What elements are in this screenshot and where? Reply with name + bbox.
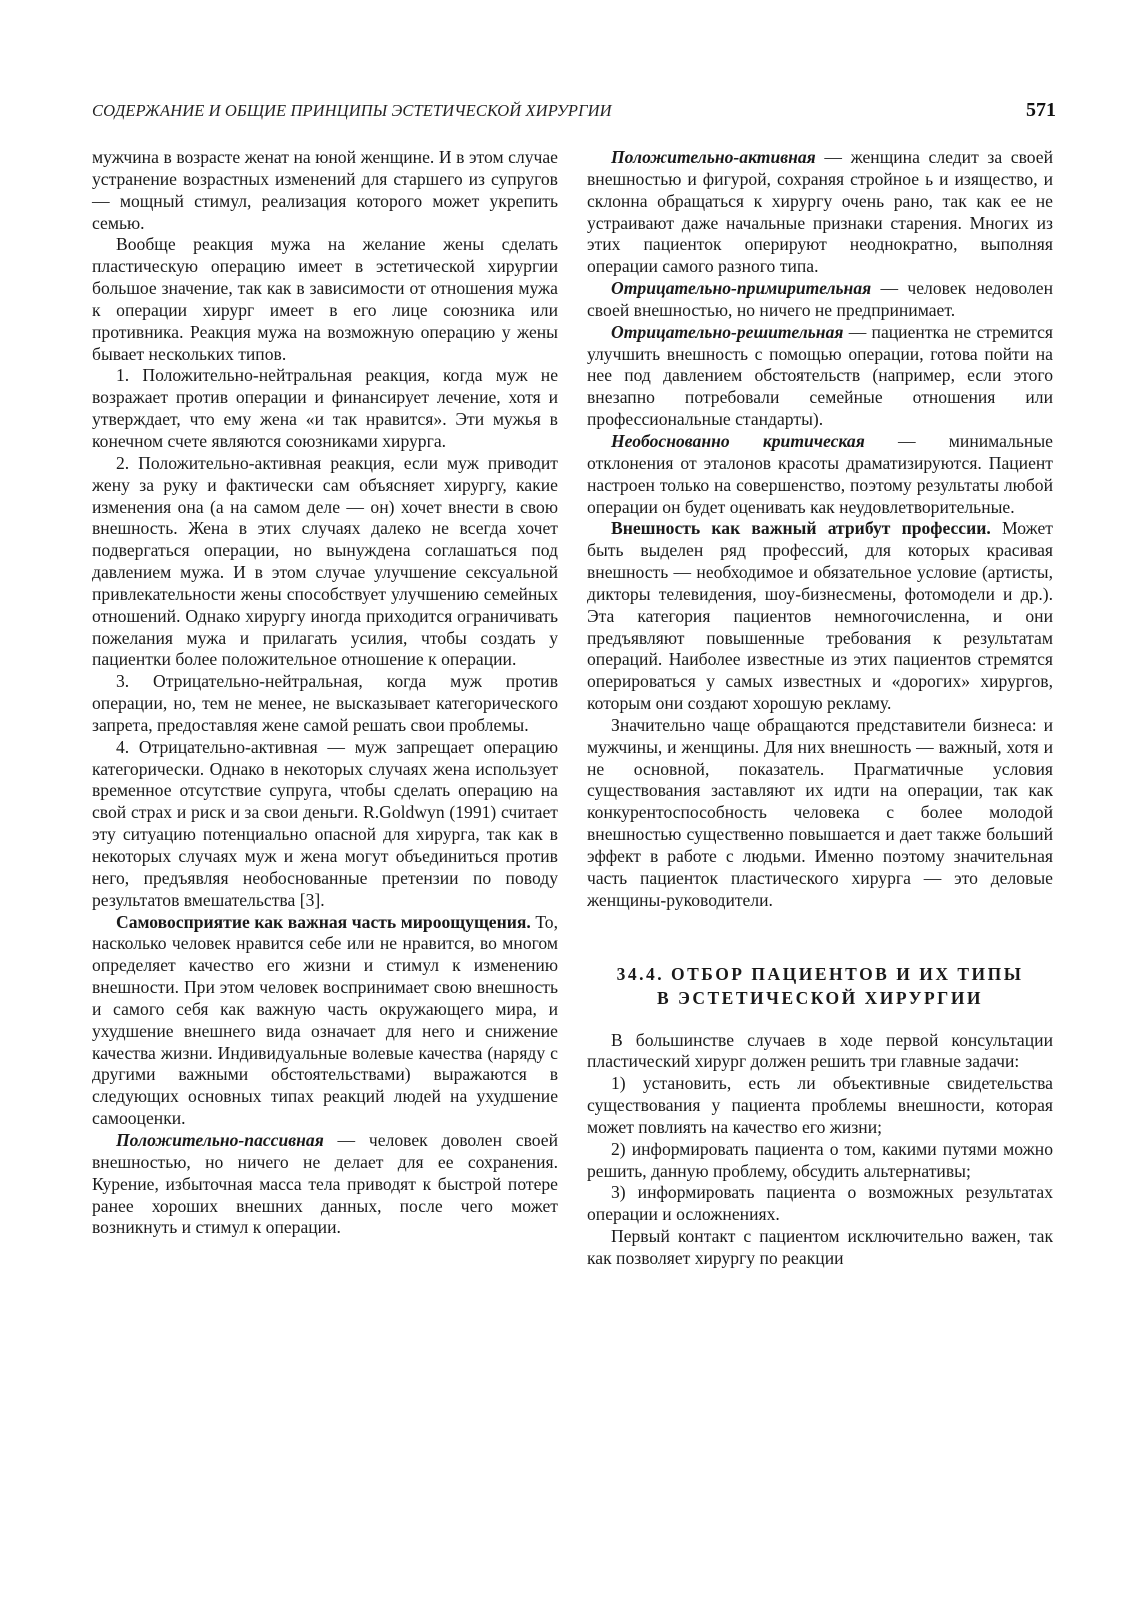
section-heading-line: В ЭСТЕТИЧЕСКОЙ ХИРУРГИИ: [656, 987, 984, 1008]
paragraph: [587, 278, 1053, 322]
paragraph: [587, 147, 1053, 278]
paragraph-text: — человек доволен своей внешностью, но ничего не делает для ее сохранения. Курение, избыточная масса тела приводят к быстрой потере ранее хороших внешних данных, после чего может возникнуть и стимул к операции.: [92, 1129, 558, 1238]
paragraph-lead: Самовосприятие как важная часть мироощущения.: [116, 911, 531, 932]
list-item: 2) информировать пациента о том, какими путями можно решить, данную проблему, обсудить альтернативы;: [587, 1138, 1053, 1181]
paragraph: Первый контакт с пациентом исключительно важен, так как позволяет хирургу по реакции: [587, 1226, 1053, 1268]
paragraph-text: — минимальные отклонения от эталонов красоты драматизируются. Пациент настроен только на совершенство, поэтому результаты любой операции он будет оценивать как неудовлетворительные.: [587, 430, 1053, 517]
paragraph: [587, 431, 1053, 518]
paragraph-text: — пациентка не стремится улучшить внешность с помощью операции, готова пойти на нее под давлением обстоятельств (например, если этого внезапно потребовали семейные отношения или профессиональные стандарты).: [587, 321, 1053, 430]
paragraph-lead: Необоснованно критическая: [611, 430, 865, 451]
paragraph: 2. Положительно-активная реакция, если муж приводит жену за руку и фактически сам объясняет хирургу, какие изменения она (а на самом деле — он) хочет внести в свою внешность. Жена в этих случаях далеко не всегда хочет подвергаться операции, но вынуждена соглашаться под давлением мужа. И в этом случае улучшение сексуальной привлекательности жены способствует улучшению семейных отношений. Однако хирургу иногда приходится ограничивать пожелания мужа и прилагать усилия, чтобы создать у пациентки более положительное отношение к операции.: [92, 452, 558, 670]
section-heading: [587, 962, 1053, 1010]
paragraph: 4. Отрицательно-активная — муж запрещает операцию категорически. Однако в некоторых случаях жена использует временное отсутствие супруга, чтобы сделать операцию на свой страх и риск и за свои деньги. R.Goldwyn (1991) считает эту ситуацию потенциально опасной для хирурга, так как в некоторых случаях муж и жена могут объединиться против него, предъявляя необоснованные претензии по поводу результатов вмешательства [3].: [92, 736, 558, 910]
paragraph-lead: Положительно-активная: [611, 147, 816, 167]
paragraph: мужчина в возрасте женат на юной женщине. И в этом случае устранение возрастных изменений для старшего из супругов — мощный стимул, реализация которого может укрепить семью.: [92, 147, 558, 233]
left-column: [92, 147, 558, 1239]
list-item: 3) информировать пациента о возможных результатах операции и осложнениях.: [587, 1182, 1053, 1225]
paragraph-lead: Внешность как важный атрибут профессии.: [611, 518, 991, 539]
paragraph-lead: Отрицательно-решительная: [611, 321, 844, 342]
section-heading-line: 34.4. ОТБОР ПАЦИЕНТОВ И ИХ ТИПЫ: [616, 963, 1024, 984]
paragraph: 3. Отрицательно-нейтральная, когда муж против операции, но, тем не менее, не высказывает категорического запрета, предоставляя жене самой решать свои проблемы.: [92, 671, 558, 735]
paragraph: Вообще реакция мужа на желание жены сделать пластическую операцию имеет в эстетической хирургии большое значение, так как в зависимости от отношения мужа к операции хирург имеет в его лице союзника или противника. Реакция мужа на возможную операцию у жены бывает нескольких типов.: [92, 234, 558, 364]
paragraph: [587, 518, 1053, 715]
paragraph-lead: Отрицательно-примирительная: [611, 278, 872, 299]
paragraph: [587, 322, 1053, 431]
paragraph-text: — женщина следит за своей внешностью и фигурой, сохраняя стройное ь и изящество, и склонна обращаться к хирургу очень рано, так как ее не устраивают даже начальные признаки старения. Многих из этих пациенток оперируют неоднократно, выполняя операции самого разного типа.: [587, 147, 1053, 277]
running-title: СОДЕРЖАНИЕ И ОБЩИЕ ПРИНЦИПЫ ЭСТЕТИЧЕСКОЙ ХИРУРГИИ: [92, 101, 612, 120]
right-column: [587, 147, 1053, 1270]
paragraph-text: То, насколько человек нравится себе или не нравится, во многом определяет качество его жизни и стимул к изменению внешности. При этом человек воспринимает свою внешность и самого себя как важную часть окружающего мира, и ухудшение внешнего вида означает для него и снижение качества жизни. Индивидуальные волевые качества (наряду с другими важными обстоятельствами) выражаются в следующих основных типах реакций людей на ухудшение самооценки.: [92, 911, 558, 1129]
paragraph: [92, 1130, 558, 1239]
paragraph: [92, 912, 558, 1130]
paragraph-lead: Положительно-пассивная: [116, 1129, 324, 1150]
page-number: 571: [1026, 99, 1056, 121]
list-item: 1) установить, есть ли объективные свидетельства существования у пациента проблемы внешности, которая может повлиять на качество его жизни;: [587, 1073, 1053, 1137]
paragraph-text: — человек недоволен своей внешностью, но ничего не предпринимает.: [587, 278, 1053, 320]
paragraph: 1. Положительно-нейтральная реакция, когда муж не возражает против операции и финансирует лечение, хотя и утверждает, что ему жена «и так нравится». Эти мужья в конечном счете являются союзниками хирурга.: [92, 365, 558, 451]
running-head: [92, 101, 1056, 129]
paragraph-text: Может быть выделен ряд профессий, для которых красивая внешность — необходимое и обязательное условие (артисты, дикторы телевидения, шоу-бизнесмены, фотомодели и др.). Эта категория пациентов немногочисленна, и они предъявляют повышенные требования к результатам операций. Наиболее известные из этих пациентов стремятся оперироваться у самых известных и «дорогих» хирургов, которым они создают хорошую рекламу.: [587, 518, 1053, 714]
paragraph: В большинстве случаев в ходе первой консультации пластический хирург должен решить три главные задачи:: [587, 1029, 1053, 1072]
paragraph: Значительно чаще обращаются представители бизнеса: и мужчины, и женщины. Для них внешность — важный, хотя и не основной, показатель. Прагматичные условия существования заставляют их идти на операции, так как конкурентоспособность человека с более молодой внешностью существенно повышается и дает также больший эффект в работе с людьми. Именно поэтому значительная часть пациенток пластического хирурга — это деловые женщины-руководители.: [587, 714, 1053, 910]
